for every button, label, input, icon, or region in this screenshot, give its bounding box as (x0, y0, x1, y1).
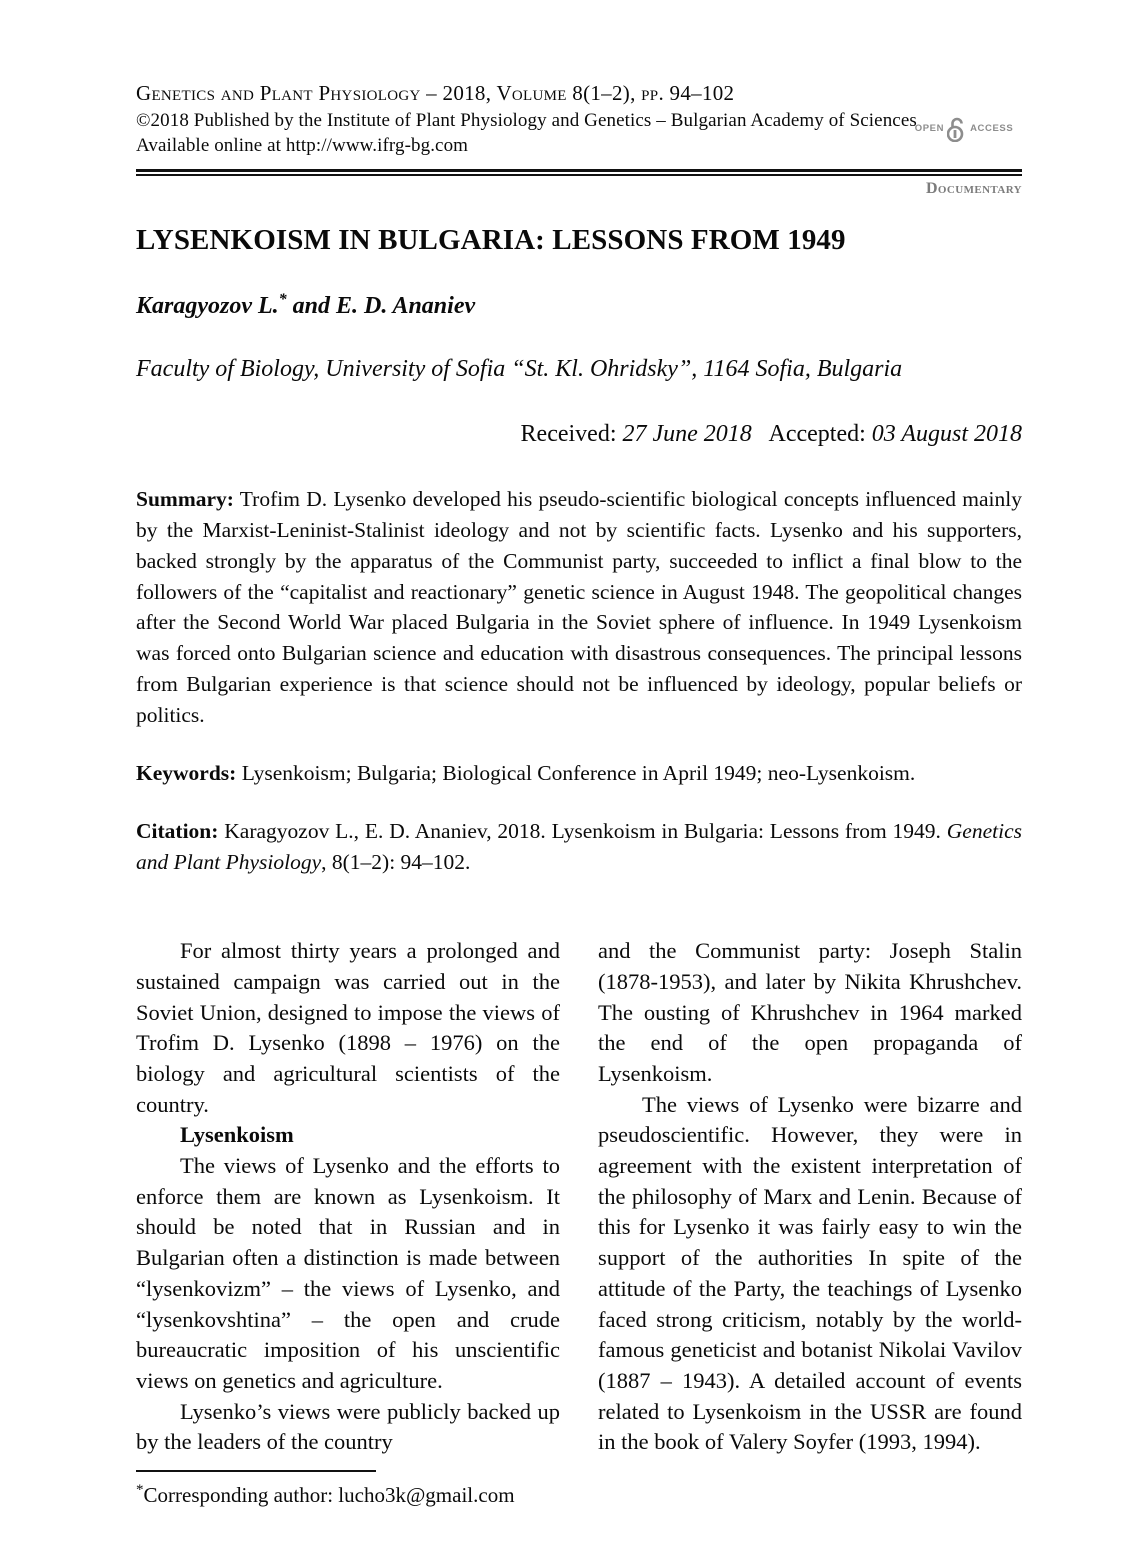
received-label: Received: (520, 420, 617, 447)
paragraph-intro: For almost thirty years a prolonged and sustained campaign was carried out in the Soviet Union, designed to impose the views of Trofim D. Lysenko (1898 – 1976) on the biology and agricultural scientists of the country. (136, 938, 560, 1117)
author-names-rest: and E. D. Ananiev (286, 292, 476, 319)
journal-copyright-line: ©2018 Published by the Institute of Plant Physiology and Genetics – Bulgarian Academy of Sciences (136, 109, 917, 131)
citation-label: Citation: (136, 819, 219, 844)
footnote-rule (136, 1470, 376, 1473)
journal-masthead (136, 80, 1022, 197)
section-heading-lysenkoism: Lysenkoism (180, 1122, 294, 1148)
received-date: 27 June 2018 (622, 420, 752, 447)
left-column (136, 936, 560, 1458)
open-padlock-icon (947, 116, 967, 142)
submission-dates (136, 421, 1022, 448)
paragraph-lysenko-backing-cont: and the Communist party: Joseph Stalin (1878-1953), and later by Nikita Khrushchev. The ousting of Khrushchev in 1964 marked the end of the open propaganda of Lysenkoism. (598, 938, 1022, 1086)
right-column (598, 936, 1022, 1458)
open-access-label-right: ACCESS (970, 122, 1014, 134)
keywords-section (136, 758, 1022, 789)
journal-availability-line: Available online at http://www.ifrg-bg.com (136, 134, 469, 156)
divider-thick-rule (136, 169, 1022, 172)
author-list (136, 291, 1022, 320)
author-affiliation: Faculty of Biology, University of Sofia “St. Kl. Ohridsky”, 1164 Sofia, Bulgaria (136, 355, 903, 382)
citation-journal-name: Genetics and Plant Physiology (136, 819, 1022, 875)
open-access-label-left: OPEN (914, 122, 945, 134)
paragraph-lysenko-backing: Lysenko’s views were publicly backed up by the leaders of the country (136, 1398, 560, 1455)
divider-thin-rule (136, 174, 1022, 176)
footnote-block (136, 1470, 560, 1509)
journal-title-line: Genetics and Plant Physiology – 2018, Volume 8(1–2), pp. 94–102 (136, 81, 735, 105)
author-names: Karagyozov L. (136, 292, 279, 319)
citation-section (136, 816, 1022, 878)
citation-text-after: , 8(1–2): 94–102. (321, 850, 471, 875)
citation-text-before: Karagyozov L., E. D. Ananiev, 2018. Lysenkoism in Bulgaria: Lessons from 1949. (218, 819, 947, 844)
masthead-divider (136, 169, 1022, 197)
corresponding-author-note (136, 1482, 560, 1508)
footnote-marker: * (136, 1482, 144, 1498)
documentary-label: Documentary (925, 179, 1022, 197)
abstract-text: Trofim D. Lysenko developed his pseudo-scientific biological concepts influenced mainly by the Marxist-Leninist-Stalinist ideology and not by scientific facts. Lysenko and his supporters, backed strongly by the apparatus of the Communist party, succeeded to inflict a final blow to the followers of the “capitalist and reactionary” genetic science in August 1948. The geopolitical changes after the Second World War placed Bulgaria in the Soviet sphere of influence. In 1949 Lysenkoism was forced onto Bulgarian science and education with disastrous consequences. The principal lessons from Bulgarian experience is that science should not be influenced by ideology, popular beliefs or politics. (136, 486, 1022, 728)
accepted-date: 03 August 2018 (871, 420, 1022, 447)
corresponding-author-marker: * (278, 290, 287, 308)
paragraph-lysenko-views: The views of Lysenko were bizarre and pseudoscientific. However, they were in agreement with the existent interpretation of the philosophy of Marx and Lenin. Because of this for Lysenko it was fairly easy to win the support of the authorities In spite of the attitude of the Party, the teachings of Lysenko faced strong criticism, notably by the world-famous geneticist and botanist Nikolai Vavilov (1887 – 1943). A detailed account of events related to Lysenkoism in the USSR are found in the book of Valery Soyfer (1993, 1994). (598, 1091, 1022, 1455)
paragraph-lysenkoism-definition: The views of Lysenko and the efforts to enforce them are known as Lysenkoism. It should be noted that in Russian and in Bulgarian often a distinction is made between “lysenkovizm” – the views of Lysenko, and “lysenkovshtina” – the open and crude bureaucratic imposition of his unscientific views on genetics and agriculture. (136, 1153, 560, 1393)
page-content (136, 80, 1022, 1458)
abstract-label: Summary: (136, 486, 234, 511)
abstract-section (136, 484, 1022, 732)
keywords-label: Keywords: (136, 761, 237, 786)
footnote-text: Corresponding author: lucho3k@gmail.com (143, 1483, 515, 1507)
accepted-label: Accepted: (768, 420, 866, 447)
page-title: LYSENKOISM IN BULGARIA: LESSONS FROM 1949 (136, 223, 846, 256)
keywords-text: Lysenkoism; Bulgaria; Biological Conference in April 1949; neo-Lysenkoism. (236, 761, 916, 786)
body-columns (136, 936, 1022, 1458)
open-access-badge (906, 116, 1022, 142)
